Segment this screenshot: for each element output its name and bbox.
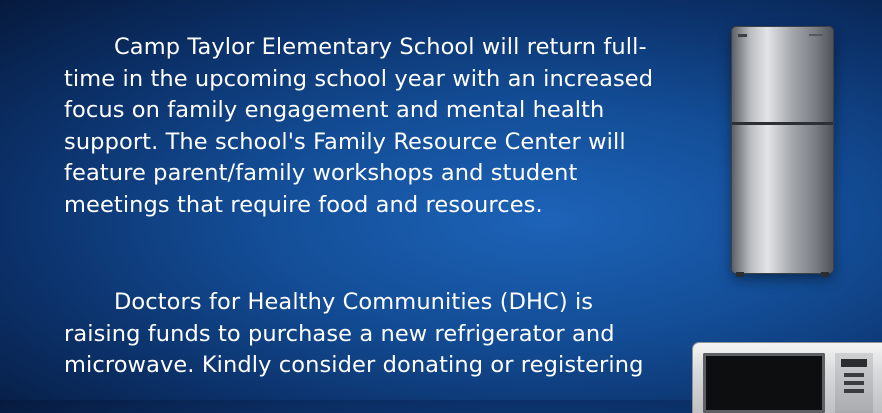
paragraph-school-return: Camp Taylor Elementary School will return full-time in the upcoming school year with an increased focus on family engagement and mental health support. The school's Family Resource Center will feature parent/family workshops and student meetings that require food and resources. [64, 34, 654, 218]
microwave-button [844, 389, 864, 393]
brand-badge [738, 34, 747, 37]
microwave-button [844, 381, 864, 385]
fridge-foot-left [736, 272, 744, 277]
microwave-display [841, 359, 867, 367]
paragraph-fundraising: Doctors for Healthy Communities (DHC) is raising funds to purchase a new refrigerator and microwave. Kindly consider donating or registering [64, 289, 644, 378]
refrigerator-image [732, 27, 833, 273]
fridge-foot-right [821, 272, 829, 277]
door-seam [732, 122, 833, 125]
brand-logo [809, 34, 823, 36]
microwave-image [693, 343, 882, 413]
microwave-window [703, 353, 825, 413]
microwave-button [844, 373, 864, 377]
